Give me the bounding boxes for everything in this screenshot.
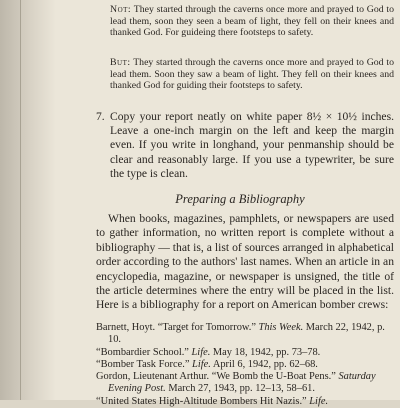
example-label-not: Not:: [110, 4, 132, 15]
entry-source: This Week.: [258, 322, 304, 333]
example-text-but: They started through the caverns once more and prayed to God to lead them. Soon they saw a beam of light. They fell on their knees and thanked God for guiding their footsteps to safety.: [110, 57, 394, 92]
entry-lead: “Bombardier School.”: [96, 346, 189, 358]
entry-tail: April 6, 1942, pp. 62–68.: [212, 358, 318, 370]
bibliography-list: [96, 322, 394, 408]
entry-lead: “United States High-Altitude Bombers Hit Nazis.”: [96, 395, 307, 407]
bibliography-entry: [96, 371, 394, 396]
entry-lead: Barnett, Hoyt. “Target for Tomorrow.”: [96, 322, 256, 333]
bibliography-entry: [96, 359, 394, 371]
section-heading: [0, 192, 400, 207]
bibliography-entry: [96, 396, 394, 408]
bibliography-entry: [96, 347, 394, 359]
list-item-7: [96, 110, 394, 181]
entry-source: Life.: [191, 346, 211, 358]
list-item-text: Copy your report neatly on white paper 8½ × 10½ inches. Leave a one-inch margin on the left and keep the margin even. If you write in longhand, your penmanship should be clear and reasonably large. If you use a typewriter, be sure the type is clean.: [110, 110, 394, 180]
entry-source: Life.: [192, 358, 211, 370]
example-incorrect: [110, 4, 394, 39]
entry-tail: March 22, 1942, p. 10.: [108, 322, 385, 346]
entry-source: Life.: [309, 395, 329, 407]
entry-tail: May 18, 1942, pp. 73–78.: [212, 346, 321, 358]
bibliography-entry: [96, 322, 394, 347]
section-heading-text: Preparing a Bibliography: [175, 192, 305, 206]
entry-lead: “Bomber Task Force.”: [96, 358, 190, 370]
entry-tail: March 27, 1943, pp. 12–13, 58–61.: [168, 383, 315, 395]
example-correct: [110, 57, 394, 92]
body-paragraph: When books, magazines, pamphlets, or newspapers are used to gather information, no written report is complete without a bibliography — that is, a list of sources arranged in alphabetical order according to the authors' last names. When an article in an encyclopedia, magazine, or newspaper is unsigned, the title of the article determines where the entry will be placed in the list. Here is a bibliography for a report on American bomber crews:: [96, 212, 394, 312]
entry-lead: Gordon, Lieutenant Arthur. “We Bomb the U-Boat Pens.”: [96, 371, 336, 383]
list-item-number: 7.: [96, 110, 105, 123]
example-label-but: But:: [110, 57, 131, 68]
entry-source: Saturday Evening Post.: [108, 371, 376, 395]
example-text-not: They started through the caverns once more and prayed to God to lead them, soon they seen a beam of light, they fell on their knees and thanked God. For guideing there footsteps to safety.: [110, 4, 394, 39]
